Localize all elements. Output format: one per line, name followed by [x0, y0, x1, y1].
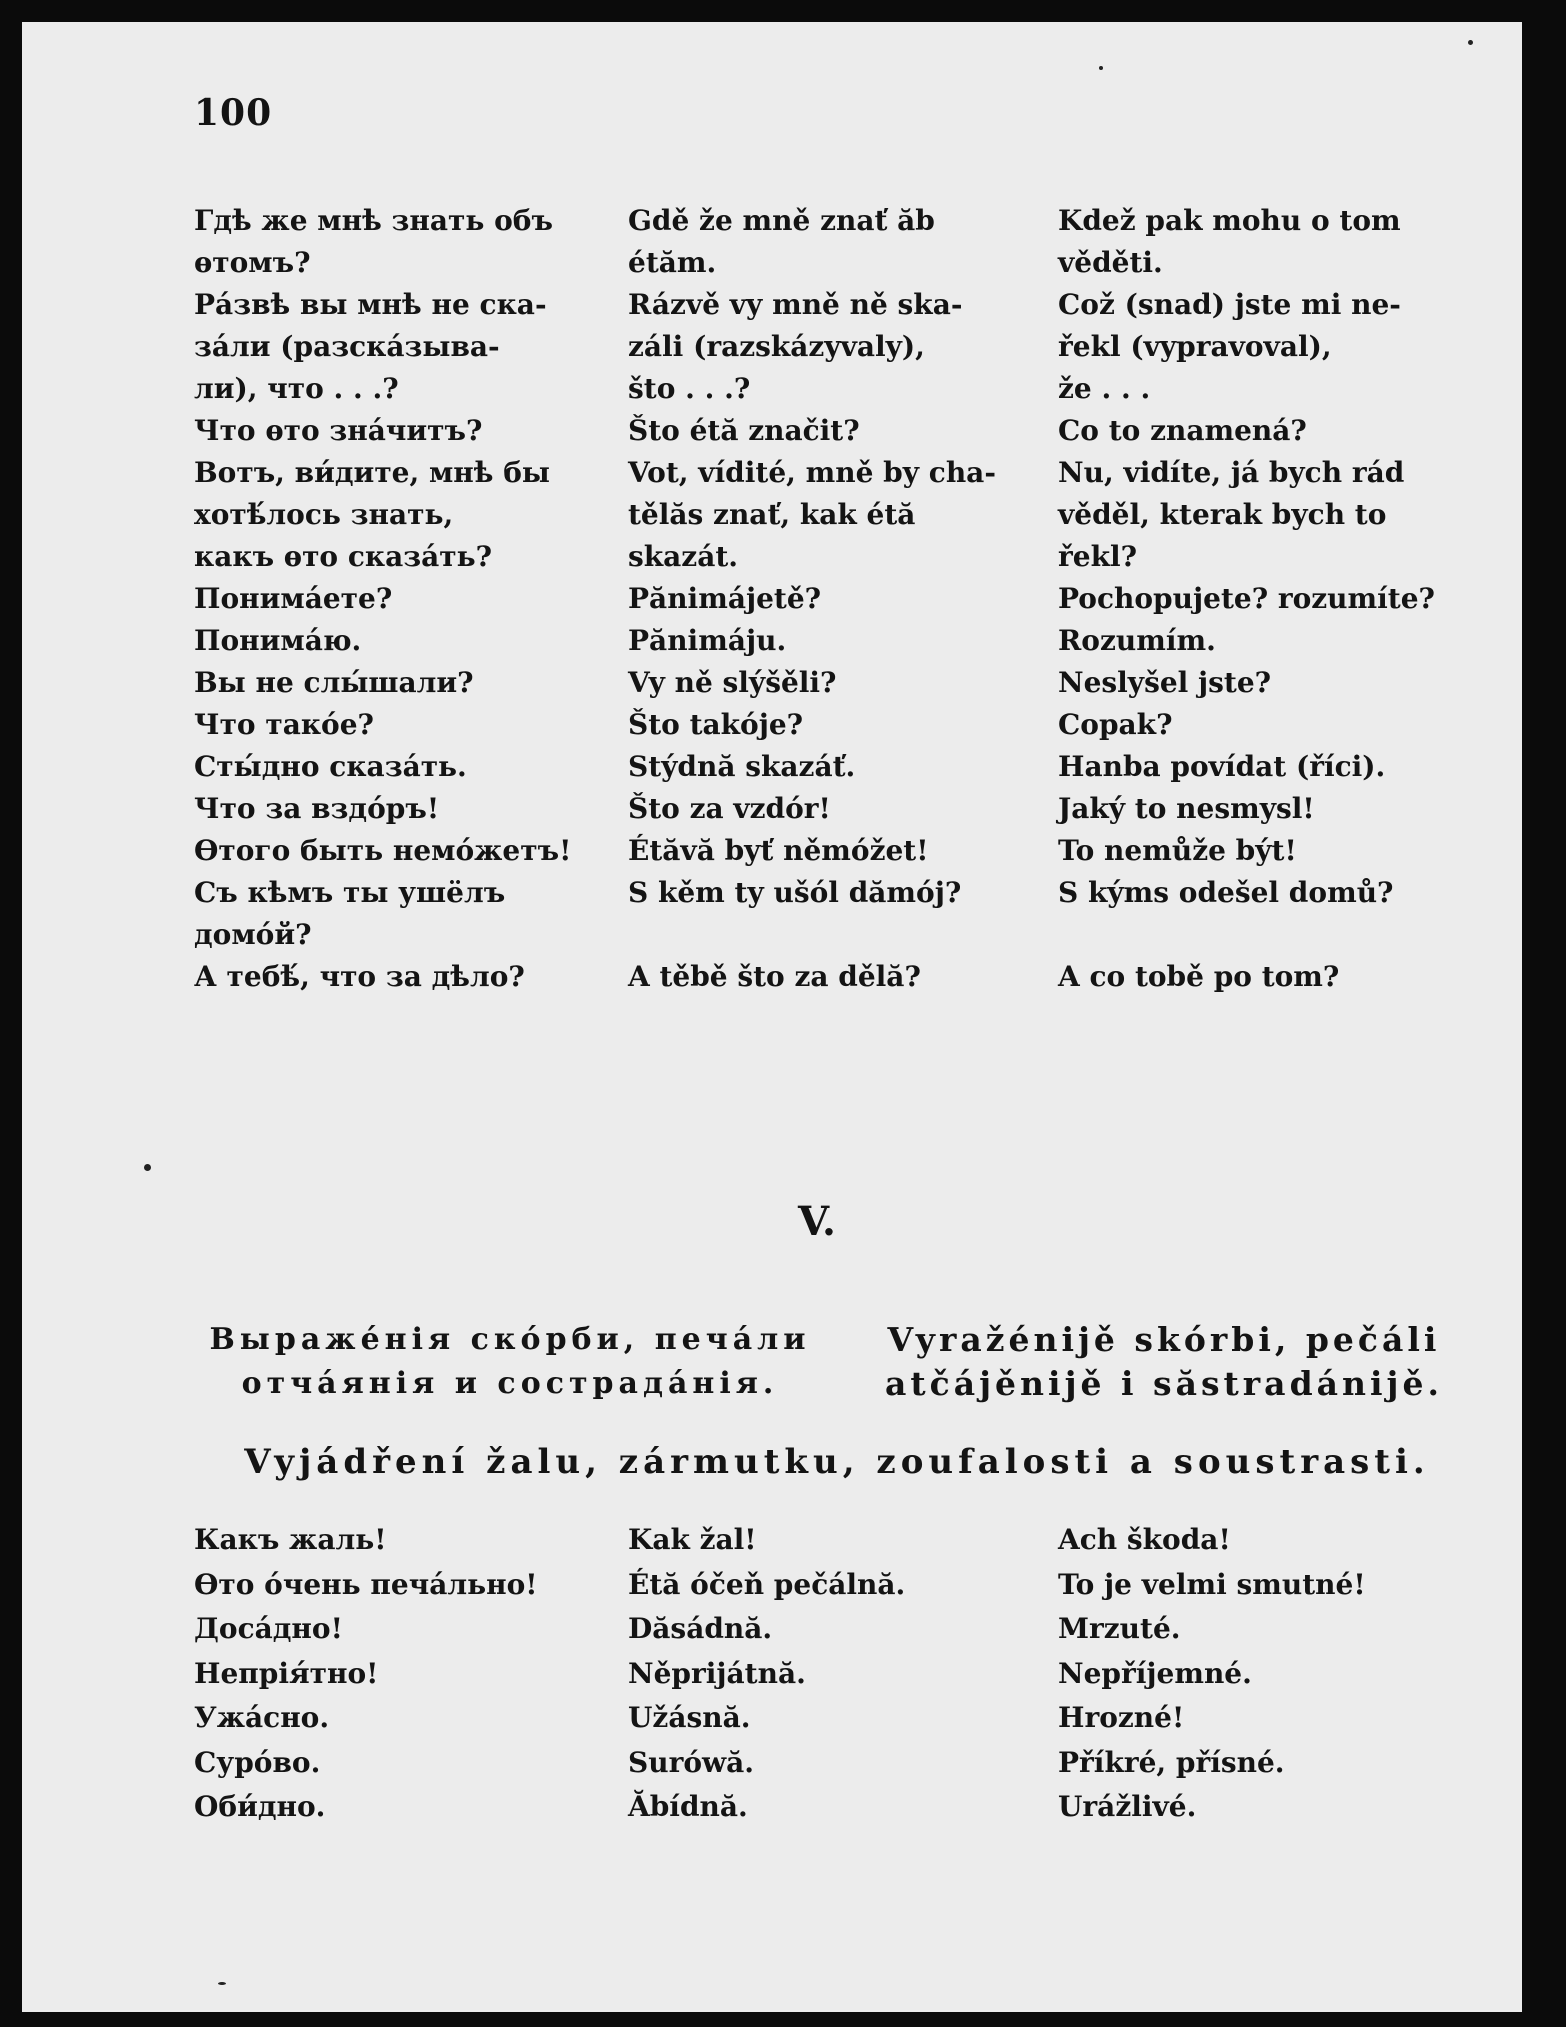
czech-expression: Ach škoda! [1058, 1523, 1231, 1556]
czech-phrase: Jaký to nesmysl! [1058, 792, 1315, 825]
book-page [22, 22, 1522, 2012]
russian-phrase: Понима́ю. [194, 624, 362, 657]
scan-speck [1099, 66, 1103, 70]
czech-expression: Příkré, přísné. [1058, 1745, 1285, 1779]
czech-expression: To je velmi smutné! [1058, 1567, 1366, 1601]
czech-phrase: Copak? [1058, 708, 1173, 741]
czech-expression: Mrzuté. [1058, 1612, 1181, 1645]
russian-expression: Какъ жаль! [194, 1523, 387, 1556]
czech-phrase: Což (snad) jste mi ne- řekl (vypravoval), že . . . [1058, 288, 1401, 405]
transcription-phrase: Stýdnă skazáť. [628, 750, 856, 783]
scan-speck [218, 1982, 226, 1985]
russian-phrase: А тебѣ́, что за дѣло? [194, 960, 525, 993]
russian-expression: Доса́дно! [194, 1612, 343, 1645]
czech-expressions-column [1058, 1518, 1468, 1830]
czech-expression: Nepříjemné. [1058, 1656, 1252, 1690]
russian-phrase: Ра́звѣ вы мнѣ не ска- за́ли (разска́зыва- ли), что . . .? [194, 288, 547, 405]
czech-expression: Hrozné! [1058, 1701, 1185, 1734]
russian-phrase: Вы не слы́шали? [194, 666, 474, 699]
transcription-phrase: Što za vzdór! [628, 792, 831, 825]
transcription-phrase: Vy ně slýšěli? [628, 666, 837, 699]
transcription-phrase: Pănimájetě? [628, 582, 822, 615]
czech-expression: Urážlivé. [1058, 1790, 1197, 1823]
transcription-expression: Užásnă. [628, 1701, 751, 1734]
russian-phrase: Что за вздо́ръ! [194, 792, 440, 825]
czech-phrase: A co tobě po tom? [1058, 960, 1340, 993]
czech-phrase: To nemůže být! [1058, 834, 1297, 867]
czech-phrase: Co to znamená? [1058, 414, 1307, 447]
scan-speck [144, 1164, 151, 1171]
scan-speck [1468, 40, 1473, 45]
russian-phrase: Ѳтого быть немо́жетъ! [194, 834, 572, 867]
russian-expression: Ужа́сно. [194, 1701, 330, 1734]
transcription-expression: Dăsádnă. [628, 1612, 773, 1645]
page-number: 100 [194, 92, 273, 134]
czech-phrase: Rozumím. [1058, 624, 1216, 657]
transcription-phrase: Étăvă byť němóžet! [628, 834, 929, 867]
transcription-phrase: Rázvě vy mně ně ska- záli (razskázyvaly), što . . .? [628, 288, 963, 405]
russian-phrase: Что тако́е? [194, 708, 374, 741]
transcription-phrase: Što étă značit? [628, 414, 860, 447]
transcription-phrase: A těbě što za dělă? [628, 960, 921, 993]
czech-phrase: Pochopujete? rozumíte? [1058, 582, 1435, 615]
russian-phrase: Сты́дно сказа́ть. [194, 750, 467, 783]
russian-expression: Оби́дно. [194, 1790, 326, 1823]
russian-expression: Ѳто о́чень печа́льно! [194, 1567, 538, 1601]
transcription-expression: Něprijátnă. [628, 1656, 806, 1690]
russian-phrase: Вотъ, ви́дите, мнѣ бы хотѣ́лось знать, какъ ѳто сказа́ть? [194, 456, 550, 573]
transcription-expression: Étă óčeň pečálnă. [628, 1567, 906, 1601]
transcription-expression: Surówă. [628, 1745, 754, 1779]
czech-phrase: S kýms odešel domů? [1058, 876, 1394, 909]
russian-phrase: Гдѣ же мнѣ знать объ ѳтомъ? [194, 204, 553, 279]
section-numeral: V. [798, 1198, 836, 1245]
russian-expressions-column [194, 1518, 594, 1830]
transcription-phrase: Pănimáju. [628, 624, 787, 657]
transcription-phrase: S kěm ty ušól dămój? [628, 876, 962, 909]
czech-phrase: Nu, vidíte, já bych rád věděl, kterak bych to řekl? [1058, 456, 1405, 573]
transcription-column [628, 200, 1028, 998]
russian-expression: Суро́во. [194, 1745, 321, 1779]
russian-expression: Непрія́тно! [194, 1656, 379, 1690]
transcription-expressions-column [628, 1518, 1028, 1830]
russian-phrase: Съ кѣмъ ты ушёлъ домо́й? [194, 876, 506, 951]
section-heading-russian: Выраже́нія ско́рби, печа́ли отча́янія и сострада́нія. [209, 1322, 811, 1401]
russian-phrases-column [194, 200, 594, 998]
czech-phrase: Hanba povídat (říci). [1058, 750, 1386, 783]
russian-phrase: Что ѳто зна́читъ? [194, 414, 483, 447]
section-heading-transcription: Vyražénijě skórbi, pečáli atčájěnijě i săstradánijě. [885, 1320, 1443, 1403]
section-heading-czech: Vyjádření žalu, zármutku, zoufalosti a soustrasti. [244, 1442, 1430, 1482]
czech-column [1058, 200, 1468, 998]
transcription-expression: Ăbídnă. [628, 1790, 748, 1823]
transcription-phrase: Gdě že mně znať ăb étăm. [628, 204, 935, 279]
russian-phrase: Понима́ете? [194, 582, 393, 615]
czech-phrase: Kdež pak mohu o tom věděti. [1058, 204, 1401, 279]
transcription-phrase: Što takóje? [628, 708, 804, 741]
transcription-expression: Kak žal! [628, 1523, 757, 1556]
transcription-phrase: Vot, vídité, mně by cha- tělăs znať, kak étă skazát. [628, 456, 996, 573]
czech-phrase: Neslyšel jste? [1058, 666, 1272, 699]
